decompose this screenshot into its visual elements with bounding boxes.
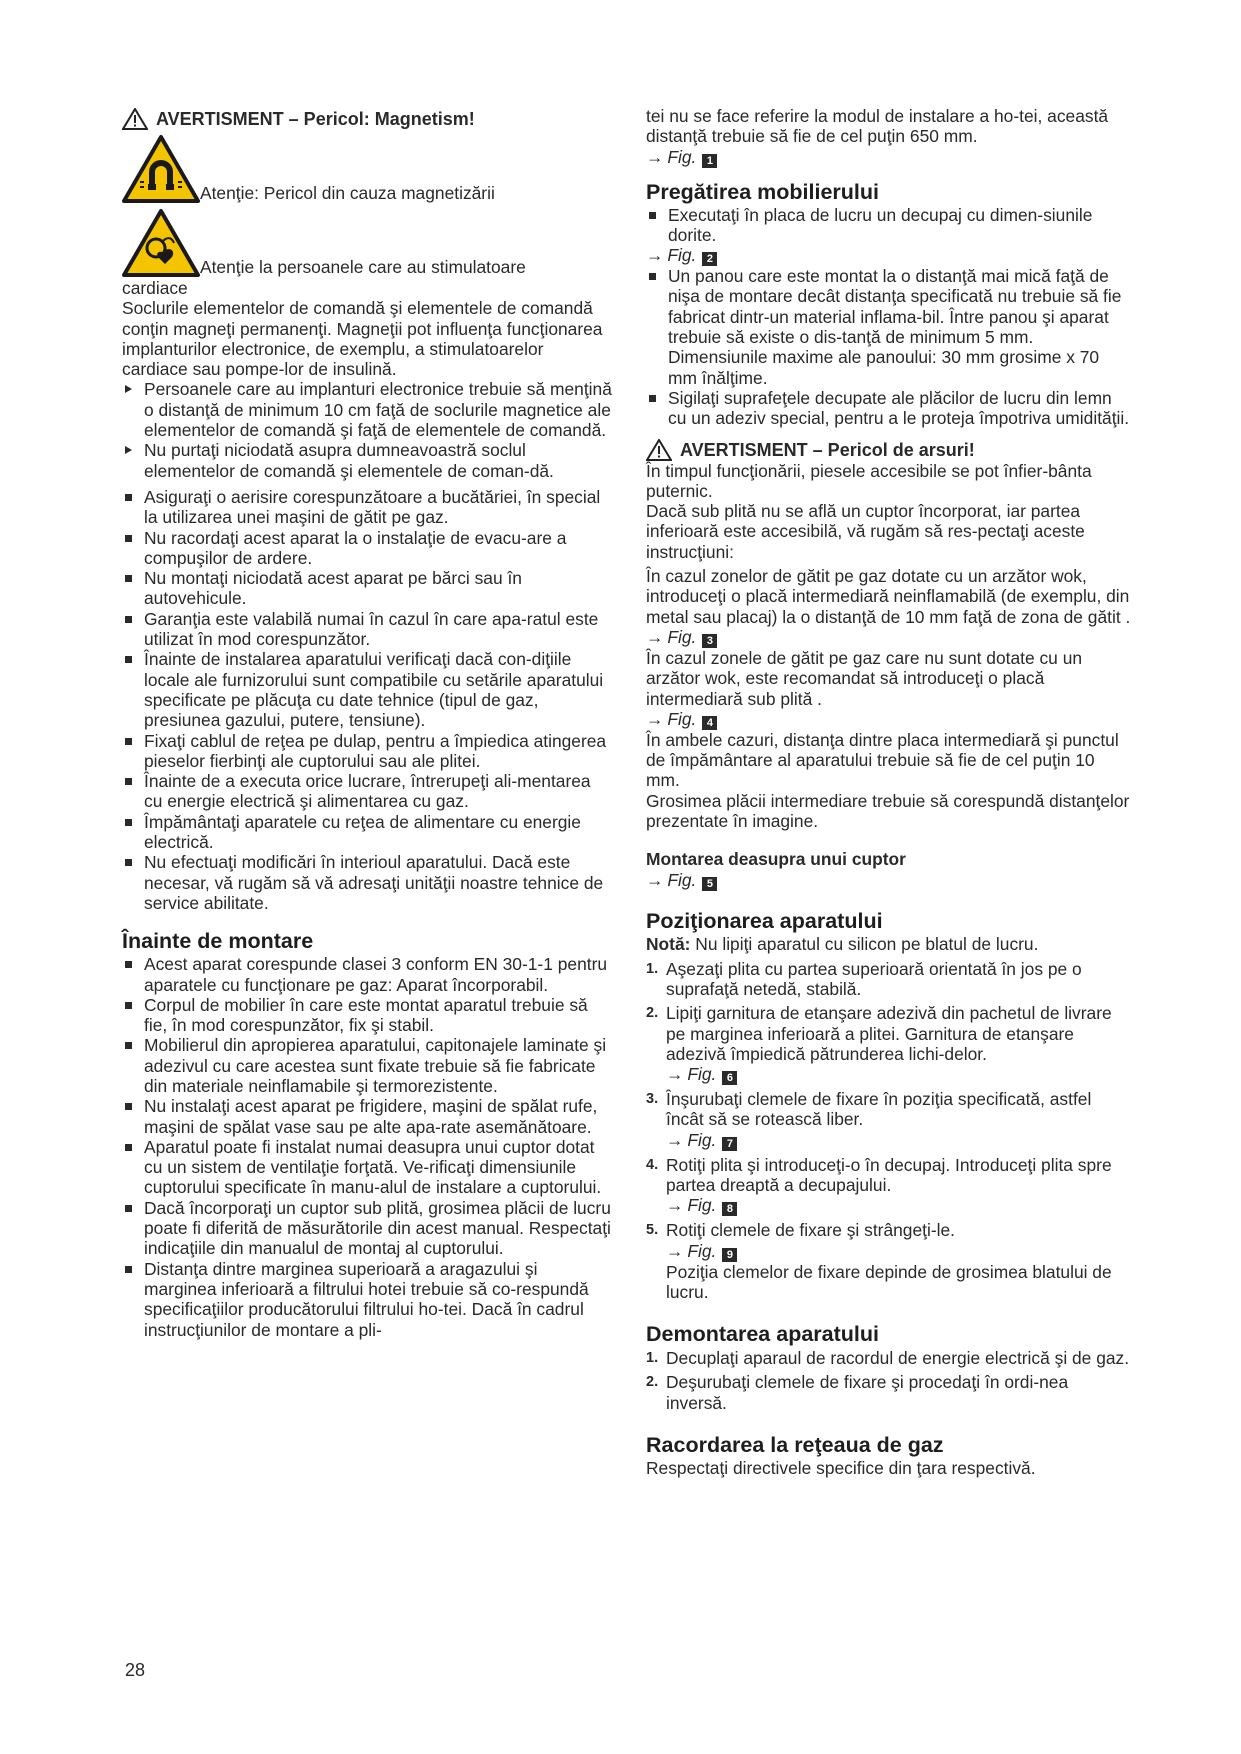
pacemaker-hazard-text-cont: cardiace (122, 278, 188, 298)
clamp-position-note: Poziţia clemelor de fixare depinde de grosimea blatului de lucru. (666, 1261, 1112, 1302)
magnetism-warning-title: AVERTISMENT – Pericol: Magnetism! (156, 109, 475, 129)
burn-warning-heading (646, 439, 1132, 461)
safety-list (122, 487, 612, 913)
figure-reference-5: → Fig. 5 (646, 870, 1132, 891)
figure-badge: 4 (702, 716, 717, 730)
figure-badge: 9 (722, 1248, 737, 1262)
figure-reference-9: → Fig. 9 (666, 1241, 1132, 1262)
burn-paragraph-4: În cazul zonele de gătit pe gaz care nu sunt dotate cu un arzător wok, este recomandat să introduceţi o placă intermediară sub plită . (646, 647, 1083, 709)
list-item: Executaţi în placa de lucru un decupaj cu dimen-siunile dorite. (646, 205, 1132, 246)
list-item: Un panou care este montat la o distanţă mai mică faţă de nişa de montare decât distanţa specificată nu trebuie să fie fabricat dintr-un material inflama-bil. Între panou şi aparat trebuie să existe o dis-tanţă de minimum 5 mm. Dimensiunile maxime ale panoului: 30 mm grosime x 70 mm înălţime. (646, 266, 1132, 388)
burn-paragraph-1: În timpul funcţionării, piesele accesibile se pot înfier-bânta puternic. (646, 460, 1092, 501)
list-item: Dacă încorporaţi un cuptor sub plită, grosimea plăcii de lucru poate fi diferită de măsurătorile din acest manual. Respectaţi indicaţiile din manualul de montaj al cuptorului. (122, 1198, 612, 1259)
warning-triangle-icon (646, 439, 672, 461)
list-item: 3. Înşurubaţi clemele de fixare în poziţia specificată, astfel încât să se rotească liber. → Fig. 7 (646, 1089, 1132, 1151)
list-item: Înainte de instalarea aparatului verificaţi dacă con-diţiile locale ale furnizorului sunt compatibile cu setările aparatului specificate pe plăcuţa cu date tehnice (tipul de gaz, presiunea gazului, putere, tensiune). (122, 649, 612, 730)
furniture-prep-list (646, 205, 1132, 246)
figure-badge: 2 (702, 252, 717, 266)
figure-reference-8: → Fig. 8 (666, 1195, 1132, 1216)
burn-paragraph-5: În ambele cazuri, distanţa dintre placa intermediară şi punctul de împământare al aparatului trebuie să fie de cel puţin 10 mm. (646, 729, 1119, 791)
magnet-hazard-row (122, 134, 612, 204)
list-item: Nu racordaţi acest aparat la o instalaţie de evacu-are a compuşilor de ardere. (122, 528, 612, 569)
list-item: Nu efectuaţi modificări în interioul aparatului. Dacă este necesar, vă rugăm să vă adresaţi unităţii noastre tehnice de service abilitate. (122, 852, 612, 913)
positioning-note (646, 934, 1132, 954)
before-installation-heading: Înainte de montare (122, 929, 314, 954)
figure-badge: 7 (722, 1137, 737, 1151)
figure-reference-1: → Fig. 1 (646, 147, 1132, 168)
list-item: Nu instalaţi acest aparat pe frigidere, maşini de spălat rufe, maşini de spălat vase sau pe alte apa-rate asemănătoare. (122, 1096, 612, 1137)
figure-badge: 8 (722, 1202, 737, 1216)
list-item: Asiguraţi o aerisire corespunzătoare a bucătăriei, în special la utilizarea unei maşini de gătit pe gaz. (122, 487, 612, 528)
figure-badge: 5 (702, 877, 717, 891)
list-item: 5. Rotiţi clemele de fixare şi strângeţi-le. → Fig. 9 Poziţia clemelor de fixare depinde de grosimea blatului de lucru. (646, 1220, 1132, 1302)
list-item: 2. Lipiţi garnitura de etanşare adezivă din pachetul de livrare pe marginea inferioară a plitei. Garnitura de etanşare adezivă împiedică pătrunderea lichi-delor. → Fig. 6 (646, 1003, 1132, 1085)
list-item: Corpul de mobilier în care este montat aparatul trebuie să fie, în mod corespunzător, fix şi stabil. (122, 995, 612, 1036)
furniture-prep-heading: Pregătirea mobilierului (646, 179, 879, 204)
note-label: Notă: (646, 934, 691, 955)
magnetism-warning-heading (122, 108, 612, 130)
dismantling-steps (646, 1348, 1132, 1413)
list-item: Distanţa dintre marginea superioară a aragazului şi marginea inferioară a filtrului hotei trebuie să co-respundă specificaţiilor producătorului filtrului ho-tei. Dacă în cadrul instrucţiunilor de montare a pli- (122, 1259, 612, 1340)
burn-paragraph-6: Grosimea plăcii intermediare trebuie să corespundă distanţelor prezentate în imagine. (646, 790, 1130, 832)
figure-reference-3: → Fig. 3 (646, 627, 1132, 648)
positioning-steps (646, 959, 1132, 1303)
list-item: Nu purtaţi niciodată asupra dumneavoastră soclul elementelor de comandă şi elementele de coman-dă. (122, 440, 612, 481)
positioning-heading: Poziţionarea aparatului (646, 909, 883, 934)
before-installation-list (122, 954, 612, 1340)
figure-reference-7: → Fig. 7 (666, 1130, 1132, 1151)
list-item: Persoanele care au implanturi electronice trebuie să menţină o distanţă de minimum 10 cm faţă de soclurile magnetice ale elementelor de comandă şi faţă de elementele de comandă. (122, 379, 612, 440)
list-item: Garanţia este valabilă numai în cazul în care apa-ratul este utilizat în mod corespunzător. (122, 609, 612, 650)
burn-warning-title: AVERTISMENT – Pericol de arsuri! (680, 439, 975, 460)
pacemaker-hazard-icon (122, 208, 200, 278)
magnet-triangle-list (122, 379, 612, 480)
note-text: Nu lipiţi aparatul cu silicon pe blatul de lucru. (690, 934, 1039, 955)
figure-reference-6: → Fig. 6 (666, 1064, 1132, 1085)
figure-badge: 3 (702, 634, 717, 648)
figure-reference-4: → Fig. 4 (646, 709, 1132, 730)
list-item: 2. Deşurubaţi clemele de fixare şi procedaţi în ordi-nea inversă. (646, 1372, 1069, 1413)
magnet-hazard-icon (122, 134, 200, 204)
gas-connection-heading: Racordarea la reţeaua de gaz (646, 1433, 944, 1458)
list-item: 1. Aşezaţi plita cu partea superioară orientată în jos pe o suprafaţă netedă, stabilă. (646, 958, 1082, 999)
magnet-paragraph: Soclurile elementelor de comandă şi elementele de comandă conţin magneţi permanenţi. Magneţii pot influenţa funcţionarea implanturilor electronice, de exemplu, a stimulatoarelor cardiace sau pompe-lor de insulină. (122, 298, 603, 380)
oven-mount-heading: Montarea deasupra unui cuptor (646, 849, 906, 870)
list-item: Nu montaţi niciodată acest aparat pe bărci sau în autovehicule. (122, 568, 612, 609)
furniture-prep-list-cont (646, 266, 1132, 428)
gas-connection-text: Respectaţi directivele specifice din ţara respectivă. (646, 1458, 1036, 1479)
left-column (122, 108, 612, 1340)
magnet-hazard-text: Atenţie: Pericol din cauza magnetizării (200, 183, 495, 203)
list-item: 4. Rotiţi plita şi introduceţi-o în decupaj. Introduceţi plita spre partea dreaptă a decupajului. → Fig. 8 (646, 1155, 1132, 1217)
figure-badge: 1 (702, 154, 717, 168)
right-column (646, 106, 1132, 1478)
list-item: Înainte de a executa orice lucrare, întrerupeţi ali-mentarea cu energie electrică şi alimentarea cu gaz. (122, 771, 612, 812)
dismantling-heading: Demontarea aparatului (646, 1322, 879, 1347)
page-number: 28 (125, 1660, 146, 1680)
list-item: 1. Decuplaţi aparaul de racordul de energie electrică şi de gaz. (646, 1348, 1130, 1369)
warning-triangle-icon (122, 108, 148, 130)
pacemaker-hazard-text: Atenţie la persoanele care au stimulatoare (200, 257, 526, 277)
list-item: Împământaţi aparatele cu reţea de alimentare cu energie electrică. (122, 812, 612, 853)
pacemaker-hazard-row (122, 208, 612, 278)
figure-reference-2: → Fig. 2 (646, 245, 1132, 266)
list-item: Fixaţi cablul de reţea pe dulap, pentru a împiedica atingerea pieselor fierbinţi ale cuptorului sau ale plitei. (122, 731, 612, 772)
burn-paragraph-3: În cazul zonelor de gătit pe gaz dotate cu un arzător wok, introduceţi o placă intermediară neinflamabilă (de exemplu, din metal sau placaj) la o distanţă de 10 mm faţă de zona de gătit . (646, 566, 1131, 627)
list-item: Sigilaţi suprafeţele decupate ale plăcilor de lucru din lemn cu un adeziv special, pentru a le proteja împotriva umidităţii. (646, 388, 1132, 429)
burn-paragraph-2: Dacă sub plită nu se află un cuptor încorporat, iar partea inferioară este accesibilă, vă rugăm să res-pectaţi aceste instrucţiuni: (646, 501, 1085, 562)
continued-paragraph: tei nu se face referire la modul de instalare a ho-tei, această distanţă trebuie să fie de cel puţin 650 mm. (646, 106, 1109, 147)
list-item: Mobilierul din apropierea aparatului, capitonajele laminate şi adezivul cu care acestea sunt fixate trebuie să fie fabricate din materiale neinflamabile şi termorezistente. (122, 1035, 612, 1096)
list-item: Acest aparat corespunde clasei 3 conform EN 30-1-1 pentru aparatele cu funcţionare pe gaz: Aparat încorporabil. (122, 954, 612, 995)
list-item: Aparatul poate fi instalat numai deasupra unui cuptor dotat cu un sistem de ventilaţie forţată. Ve-rificaţi dimensiunile cuptorului specificate în manu-alul de instalare a cuptorului. (122, 1137, 612, 1198)
figure-badge: 6 (722, 1071, 737, 1085)
